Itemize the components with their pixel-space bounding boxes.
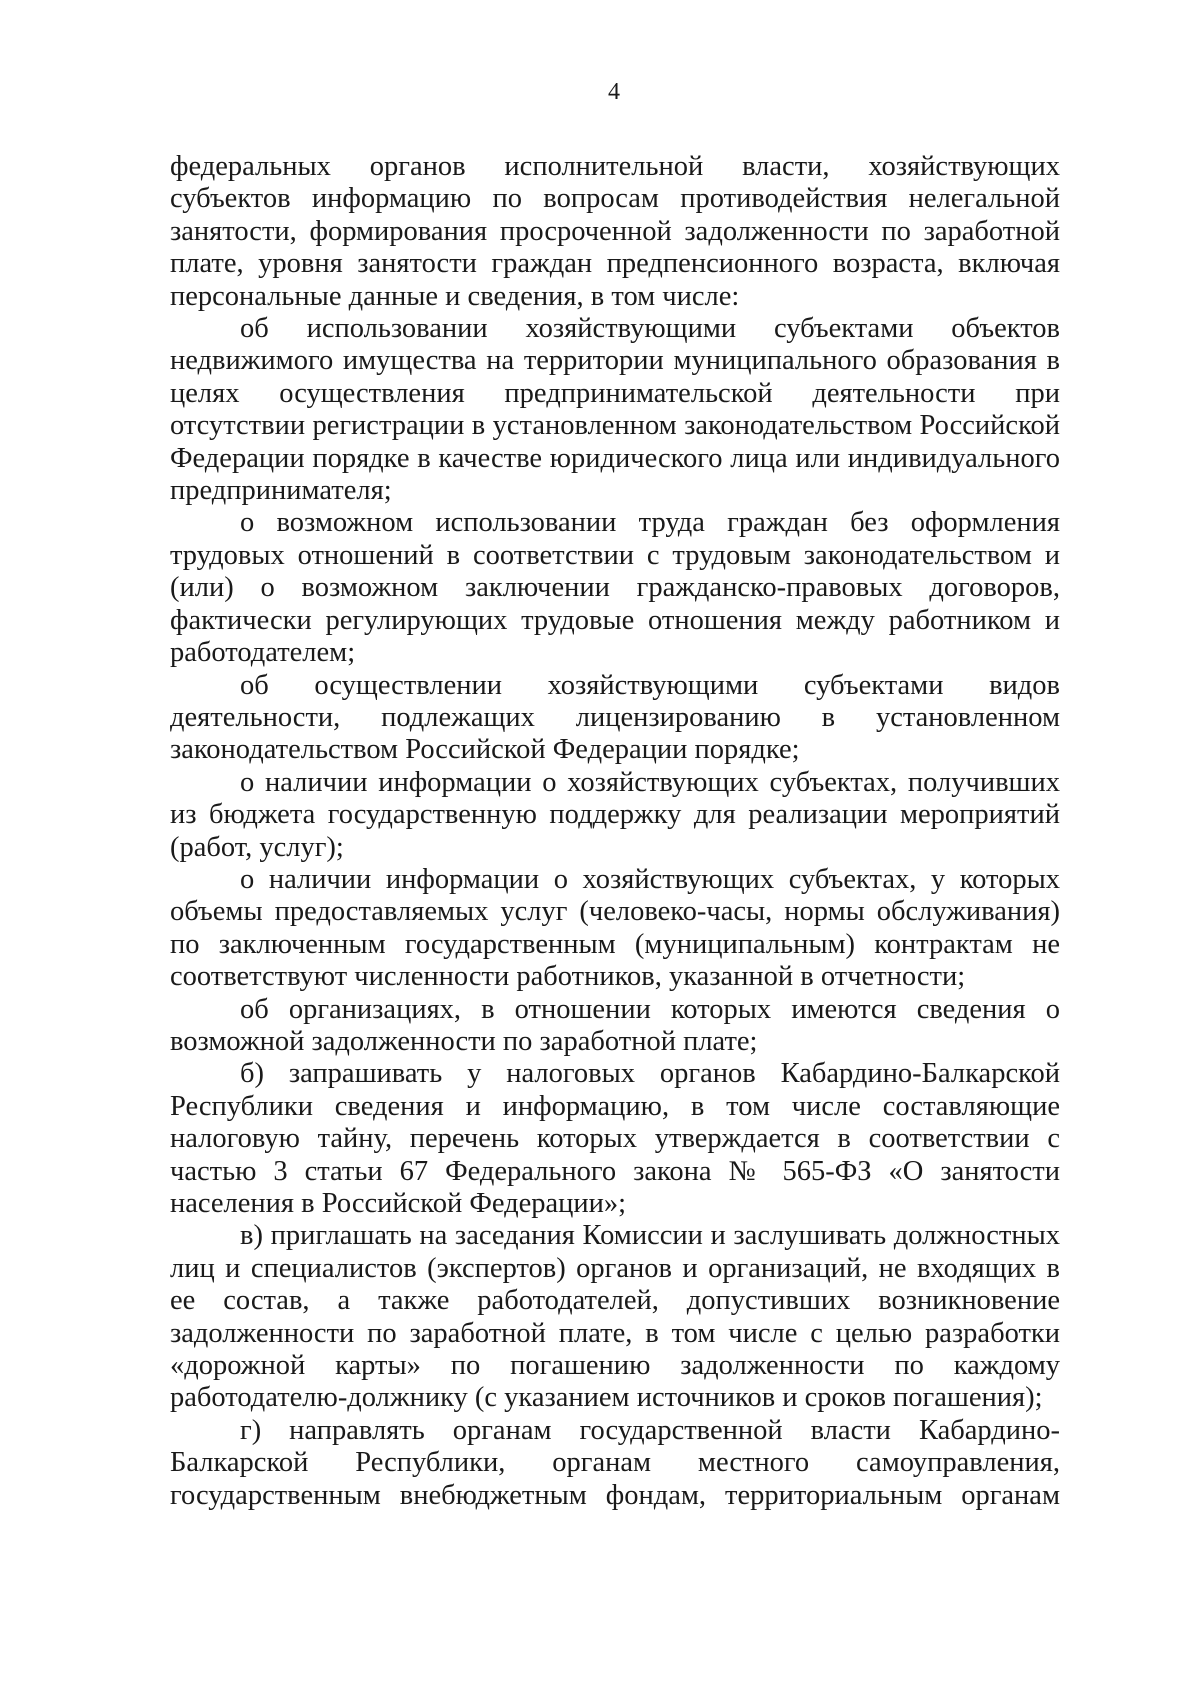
- paragraph-licensed-activities: об осуществлении хозяйствующими субъектами видов деятельности, подлежащих лицензированию в установленном законодательством Российской Федерации порядке;: [170, 669, 1060, 766]
- paragraph-item-v: в) приглашать на заседания Комиссии и заслушивать должностных лиц и специалистов (экспертов) органов и организаций, не входящих в ее состав, а также работодателей, допустивших возникновение задолженности по заработной плате, в том числе с целью разработки «дорожной карты» по погашению задолженности по каждому работодателю-должнику (с указанием источников и сроков погашения);: [170, 1220, 1060, 1414]
- paragraph-informal-labor: о возможном использовании труда граждан без оформления трудовых отношений в соответствии с трудовым законодательством и (или) о возможном заключении гражданско-правовых договоров, фактически регулирующих трудовые отношения между работником и работодателем;: [170, 507, 1060, 669]
- paragraph-state-support: о наличии информации о хозяйствующих субъектах, получивших из бюджета государственную поддержку для реализации мероприятий (работ, услуг);: [170, 766, 1060, 863]
- paragraph-real-estate-use: об использовании хозяйствующими субъектами объектов недвижимого имущества на территории муниципального образования в целях осуществления предпринимательской деятельности при отсутствии регистрации в установленном законодательством Российской Федерации порядке в качестве юридического лица или индивидуального предпринимателя;: [170, 313, 1060, 507]
- paragraph-wage-arrears: об организациях, в отношении которых имеются сведения о возможной задолженности по заработной плате;: [170, 993, 1060, 1057]
- page-number: 4: [608, 79, 620, 105]
- paragraph-item-g: г) направлять органам государственной власти Кабардино-Балкарской Республики, органам местного самоуправления, государственным внебюджетным фондам, территориальным органам: [170, 1414, 1060, 1511]
- paragraph-continuation: федеральных органов исполнительной власти, хозяйствующих субъектов информацию по вопросам противодействия нелегальной занятости, формирования просроченной задолженности по заработной плате, уровня занятости граждан предпенсионного возраста, включая персональные данные и сведения, в том числе:: [170, 151, 1060, 312]
- paragraph-contract-volumes: о наличии информации о хозяйствующих субъектах, у которых объемы предоставляемых услуг (человеко-часы, нормы обслуживания) по заключенным государственным (муниципальным) контрактам не соответствуют численности работников, указанной в отчетности;: [170, 863, 1060, 993]
- document-body: [170, 151, 1060, 1512]
- paragraph-item-b: б) запрашивать у налоговых органов Кабардино-Балкарской Республики сведения и информацию, в том числе составляющие налоговую тайну, перечень которых утверждается в соответствии с частью 3 статьи 67 Федерального закона № 565-ФЗ «О занятости населения в Российской Федерации»;: [170, 1058, 1060, 1219]
